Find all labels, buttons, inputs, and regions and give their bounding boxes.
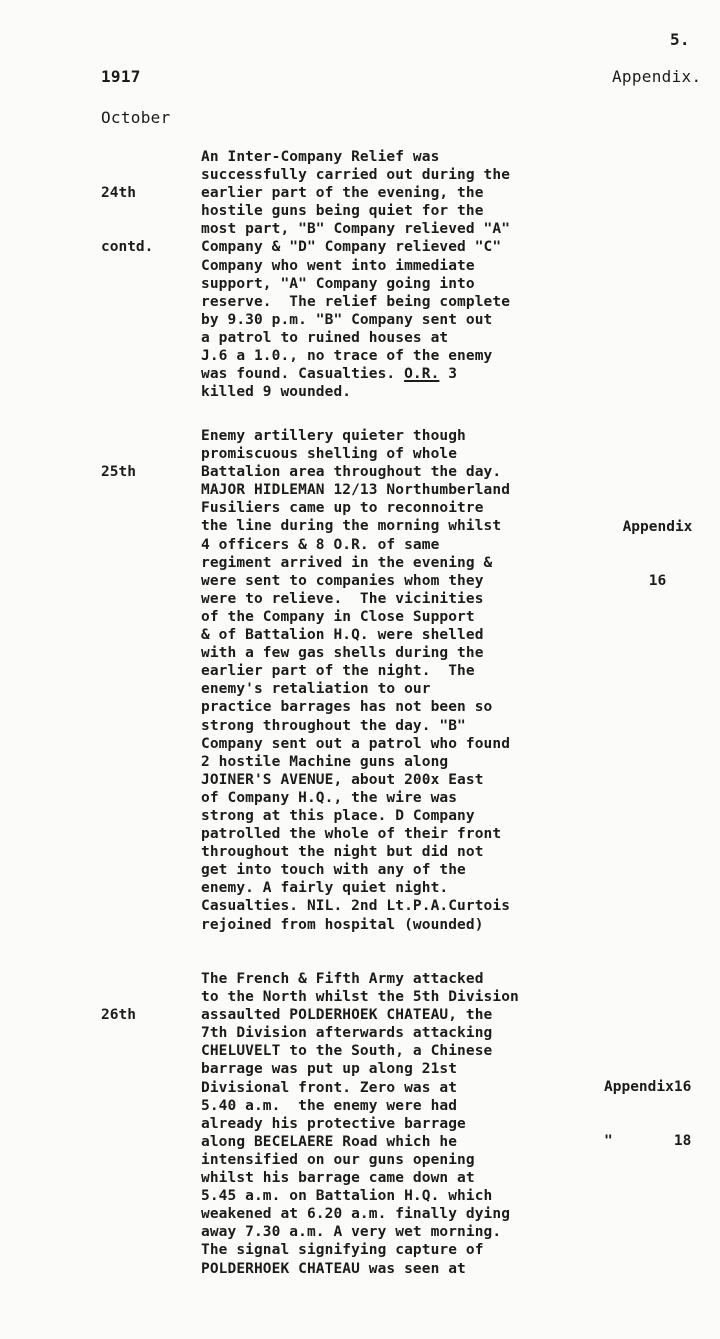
text-line: practice barrages has not been so: [201, 699, 493, 716]
text-line: Company sent out a patrol who found: [201, 735, 511, 752]
text-line: strong at this place. D Company: [201, 807, 475, 824]
page-number: 5.: [670, 30, 690, 49]
text-line-casualties: [201, 365, 611, 383]
text-line: most part, "B" Company relieved "A": [201, 221, 511, 238]
text-line: patrolled the whole of their front: [201, 826, 502, 843]
text-line: rejoined from hospital (wounded): [201, 916, 484, 933]
text-line: Battalion area throughout the day.: [201, 464, 502, 481]
text-line: 5.45 a.m. on Battalion H.Q. which: [201, 1188, 493, 1205]
text-line: earlier part of the night. The: [201, 663, 475, 680]
appendix-column-heading: Appendix.: [612, 67, 702, 86]
text-line: earlier part of the evening, the: [201, 185, 484, 202]
text-line: MAJOR HIDLEMAN 12/13 Northumberland: [201, 482, 511, 499]
text-line: reserve. The relief being complete: [201, 293, 511, 310]
text-line: the line during the morning whilst: [201, 518, 502, 535]
entry-date-24: [101, 148, 153, 292]
text-line: enemy's retaliation to our: [201, 681, 431, 698]
month-heading: October: [101, 108, 171, 127]
date-line: 25th: [101, 464, 136, 480]
text-line: support, "A" Company going into: [201, 275, 475, 292]
text-line: strong throughout the day. "B": [201, 717, 466, 734]
text-line: Divisional front. Zero was at: [201, 1079, 458, 1096]
text-line: enemy. A fairly quiet night.: [201, 880, 449, 897]
text-line: 4 officers & 8 O.R. of same: [201, 536, 440, 553]
text-line: J.6 a 1.0., no trace of the enemy: [201, 348, 493, 365]
casualties-count: 3: [439, 366, 458, 383]
text-line: CHELUVELT to the South, a Chinese: [201, 1043, 493, 1060]
text-line: hostile guns being quiet for the: [201, 203, 484, 220]
text-line: regiment arrived in the evening &: [201, 554, 493, 571]
appendix-line: " 18: [604, 1133, 692, 1149]
entry-text-26: [201, 970, 611, 1278]
text-line: throughout the night but did not: [201, 844, 484, 861]
text-line: intensified on our guns opening: [201, 1151, 475, 1168]
text-line: POLDERHOEK CHATEAU was seen at: [201, 1260, 466, 1277]
text-line: Enemy artillery quieter though: [201, 428, 466, 444]
text-line: assaulted POLDERHOEK CHATEAU, the: [201, 1007, 493, 1024]
text-line: weakened at 6.20 a.m. finally dying: [201, 1206, 511, 1223]
text-line: of Company H.Q., the wire was: [201, 789, 458, 806]
text-line: by 9.30 p.m. "B" Company sent out: [201, 311, 493, 328]
text-line: An Inter-Company Relief was: [201, 149, 440, 165]
text-line: 7th Division afterwards attacking: [201, 1025, 493, 1042]
text-line: to the North whilst the 5th Division: [201, 989, 519, 1006]
text-line: of the Company in Close Support: [201, 608, 475, 625]
text-line: with a few gas shells during the: [201, 645, 484, 662]
text-line: a patrol to ruined houses at: [201, 329, 449, 346]
text-line: were to relieve. The vicinities: [201, 590, 484, 607]
text-line: get into touch with any of the: [201, 862, 466, 879]
entry-date-25: [101, 427, 136, 517]
text-line: The signal signifying capture of: [201, 1242, 484, 1259]
text-line: barrage was put up along 21st: [201, 1061, 458, 1078]
appendix-ref-16-18: [604, 1042, 691, 1186]
text-line: The French & Fifth Army attacked: [201, 971, 484, 987]
text-line: & of Battalion H.Q. were shelled: [201, 627, 484, 644]
underlined-or: O.R.: [404, 366, 440, 383]
text-line: whilst his barrage came down at: [201, 1170, 475, 1187]
text-line: Casualties. NIL. 2nd Lt.P.A.Curtois: [201, 898, 511, 915]
casualties-label: was found. Casualties.: [201, 366, 405, 383]
text-line: along BECELAERE Road which he: [201, 1133, 458, 1150]
appendix-ref-16: [610, 482, 705, 626]
text-line: promiscuous shelling of whole: [201, 446, 458, 463]
entry-text-25: [201, 427, 611, 934]
date-line: 24th: [101, 185, 136, 201]
date-line: 26th: [101, 1007, 136, 1023]
text-line: Company who went into immediate: [201, 257, 475, 274]
appendix-line: Appendix16: [604, 1079, 692, 1095]
text-line: killed 9 wounded.: [201, 384, 352, 401]
year-heading: 1917: [101, 67, 141, 86]
text-line: already his protective barrage: [201, 1115, 466, 1132]
entry-date-26: [101, 970, 136, 1060]
text-line: successfully carried out during the: [201, 167, 511, 184]
text-line: 2 hostile Machine guns along: [201, 753, 449, 770]
appendix-line: 16: [648, 573, 667, 589]
text-line: were sent to companies whom they: [201, 572, 484, 589]
appendix-line: Appendix: [622, 519, 693, 535]
text-line: Company & "D" Company relieved "C": [201, 239, 502, 256]
text-line: JOINER'S AVENUE, about 200x East: [201, 771, 484, 788]
text-line: 5.40 a.m. the enemy were had: [201, 1097, 458, 1114]
date-line: contd.: [101, 239, 154, 255]
entry-text-24: [201, 148, 611, 401]
text-line: Fusiliers came up to reconnoitre: [201, 500, 484, 517]
text-line: away 7.30 a.m. A very wet morning.: [201, 1224, 502, 1241]
